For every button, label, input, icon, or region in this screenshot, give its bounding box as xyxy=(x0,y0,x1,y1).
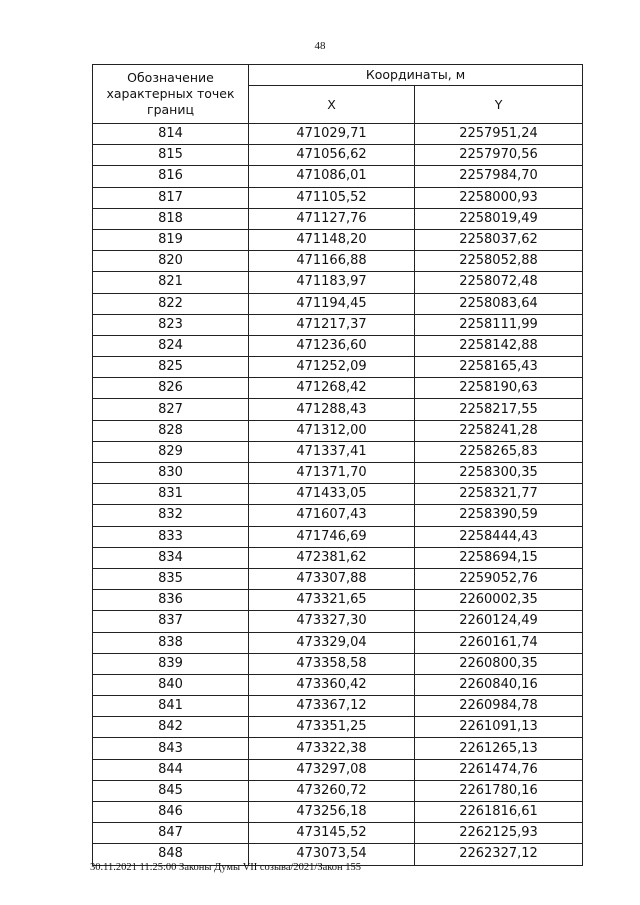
cell-y: 2262125,93 xyxy=(415,823,583,844)
cell-y: 2258300,35 xyxy=(415,463,583,484)
cell-point: 827 xyxy=(93,399,249,420)
cell-point: 830 xyxy=(93,463,249,484)
cell-point: 837 xyxy=(93,611,249,632)
table-row xyxy=(93,759,583,780)
table-row xyxy=(93,251,583,272)
cell-x: 471183,97 xyxy=(249,272,415,293)
header-x: X xyxy=(249,86,415,124)
cell-point: 846 xyxy=(93,802,249,823)
cell-point: 825 xyxy=(93,357,249,378)
table-row xyxy=(93,632,583,653)
table-row xyxy=(93,696,583,717)
cell-y: 2258111,99 xyxy=(415,314,583,335)
cell-x: 473322,38 xyxy=(249,738,415,759)
cell-point: 847 xyxy=(93,823,249,844)
cell-y: 2258444,43 xyxy=(415,526,583,547)
cell-point: 828 xyxy=(93,420,249,441)
cell-x: 471268,42 xyxy=(249,378,415,399)
cell-point: 819 xyxy=(93,229,249,250)
table-row xyxy=(93,568,583,589)
header-y: Y xyxy=(415,86,583,124)
table-row xyxy=(93,653,583,674)
table-row xyxy=(93,229,583,250)
cell-x: 471236,60 xyxy=(249,335,415,356)
cell-x: 471371,70 xyxy=(249,463,415,484)
cell-x: 473297,08 xyxy=(249,759,415,780)
cell-y: 2258321,77 xyxy=(415,484,583,505)
cell-y: 2258072,48 xyxy=(415,272,583,293)
cell-x: 473256,18 xyxy=(249,802,415,823)
cell-point: 832 xyxy=(93,505,249,526)
table-body xyxy=(93,124,583,866)
cell-x: 471337,41 xyxy=(249,441,415,462)
cell-y: 2258000,93 xyxy=(415,187,583,208)
cell-y: 2258165,43 xyxy=(415,357,583,378)
cell-y: 2258190,63 xyxy=(415,378,583,399)
cell-point: 829 xyxy=(93,441,249,462)
cell-y: 2261474,76 xyxy=(415,759,583,780)
cell-y: 2257951,24 xyxy=(415,124,583,145)
cell-y: 2258019,49 xyxy=(415,208,583,229)
cell-x: 471086,01 xyxy=(249,166,415,187)
cell-point: 821 xyxy=(93,272,249,293)
cell-x: 473367,12 xyxy=(249,696,415,717)
table-row xyxy=(93,547,583,568)
cell-x: 471127,76 xyxy=(249,208,415,229)
cell-point: 814 xyxy=(93,124,249,145)
table-row xyxy=(93,802,583,823)
cell-y: 2258052,88 xyxy=(415,251,583,272)
page-number: 48 xyxy=(314,40,326,52)
table-row xyxy=(93,738,583,759)
cell-point: 817 xyxy=(93,187,249,208)
cell-y: 2258037,62 xyxy=(415,229,583,250)
cell-point: 816 xyxy=(93,166,249,187)
table-row xyxy=(93,208,583,229)
cell-x: 471166,88 xyxy=(249,251,415,272)
cell-x: 471288,43 xyxy=(249,399,415,420)
cell-point: 815 xyxy=(93,145,249,166)
cell-point: 839 xyxy=(93,653,249,674)
table-row xyxy=(93,145,583,166)
table-row xyxy=(93,674,583,695)
cell-x: 473351,25 xyxy=(249,717,415,738)
cell-point: 831 xyxy=(93,484,249,505)
cell-x: 473145,52 xyxy=(249,823,415,844)
coordinates-table xyxy=(92,64,583,866)
table-row xyxy=(93,187,583,208)
cell-x: 473358,58 xyxy=(249,653,415,674)
cell-x: 473329,04 xyxy=(249,632,415,653)
cell-y: 2261091,13 xyxy=(415,717,583,738)
cell-point: 844 xyxy=(93,759,249,780)
cell-y: 2258083,64 xyxy=(415,293,583,314)
cell-x: 473321,65 xyxy=(249,590,415,611)
cell-point: 836 xyxy=(93,590,249,611)
cell-y: 2260161,74 xyxy=(415,632,583,653)
header-designation: Обозначение характерных точек границ xyxy=(93,65,249,124)
table-row xyxy=(93,335,583,356)
cell-point: 845 xyxy=(93,780,249,801)
cell-x: 471433,05 xyxy=(249,484,415,505)
cell-x: 471312,00 xyxy=(249,420,415,441)
cell-y: 2258241,28 xyxy=(415,420,583,441)
cell-x: 471607,43 xyxy=(249,505,415,526)
cell-x: 473327,30 xyxy=(249,611,415,632)
cell-point: 840 xyxy=(93,674,249,695)
cell-y: 2261816,61 xyxy=(415,802,583,823)
cell-x: 471194,45 xyxy=(249,293,415,314)
cell-x: 471029,71 xyxy=(249,124,415,145)
table-row xyxy=(93,272,583,293)
table-row xyxy=(93,166,583,187)
table-row xyxy=(93,484,583,505)
cell-x: 472381,62 xyxy=(249,547,415,568)
table-row xyxy=(93,780,583,801)
table-row xyxy=(93,463,583,484)
cell-x: 471056,62 xyxy=(249,145,415,166)
header-coordinates: Координаты, м xyxy=(249,65,583,86)
cell-y: 2258217,55 xyxy=(415,399,583,420)
table-row xyxy=(93,823,583,844)
table-row xyxy=(93,590,583,611)
cell-point: 834 xyxy=(93,547,249,568)
cell-y: 2257970,56 xyxy=(415,145,583,166)
cell-point: 826 xyxy=(93,378,249,399)
cell-x: 473360,42 xyxy=(249,674,415,695)
cell-x: 473073,54 xyxy=(249,844,415,865)
table-row xyxy=(93,526,583,547)
cell-point: 822 xyxy=(93,293,249,314)
cell-x: 473260,72 xyxy=(249,780,415,801)
cell-y: 2261265,13 xyxy=(415,738,583,759)
cell-point: 833 xyxy=(93,526,249,547)
cell-x: 471252,09 xyxy=(249,357,415,378)
cell-y: 2260124,49 xyxy=(415,611,583,632)
table-row xyxy=(93,505,583,526)
cell-point: 848 xyxy=(93,844,249,865)
table-row xyxy=(93,717,583,738)
cell-point: 818 xyxy=(93,208,249,229)
table-row xyxy=(93,314,583,335)
cell-point: 843 xyxy=(93,738,249,759)
cell-y: 2260002,35 xyxy=(415,590,583,611)
page-footer: 30.11.2021 11:25:00 Законы Думы VII созыва/2021/Закон 155 xyxy=(90,862,362,873)
cell-point: 841 xyxy=(93,696,249,717)
cell-point: 823 xyxy=(93,314,249,335)
cell-y: 2260984,78 xyxy=(415,696,583,717)
cell-y: 2262327,12 xyxy=(415,844,583,865)
cell-y: 2259052,76 xyxy=(415,568,583,589)
cell-y: 2257984,70 xyxy=(415,166,583,187)
table-row xyxy=(93,293,583,314)
cell-x: 473307,88 xyxy=(249,568,415,589)
table-row xyxy=(93,611,583,632)
table-row xyxy=(93,378,583,399)
cell-y: 2258142,88 xyxy=(415,335,583,356)
cell-y: 2258694,15 xyxy=(415,547,583,568)
cell-y: 2261780,16 xyxy=(415,780,583,801)
cell-y: 2260840,16 xyxy=(415,674,583,695)
cell-point: 820 xyxy=(93,251,249,272)
cell-x: 471105,52 xyxy=(249,187,415,208)
cell-point: 842 xyxy=(93,717,249,738)
cell-y: 2260800,35 xyxy=(415,653,583,674)
cell-point: 824 xyxy=(93,335,249,356)
cell-point: 838 xyxy=(93,632,249,653)
cell-y: 2258265,83 xyxy=(415,441,583,462)
table-row xyxy=(93,357,583,378)
cell-x: 471746,69 xyxy=(249,526,415,547)
table-row xyxy=(93,420,583,441)
table-row xyxy=(93,399,583,420)
cell-x: 471217,37 xyxy=(249,314,415,335)
cell-y: 2258390,59 xyxy=(415,505,583,526)
cell-x: 471148,20 xyxy=(249,229,415,250)
table-row xyxy=(93,124,583,145)
table-row xyxy=(93,441,583,462)
cell-point: 835 xyxy=(93,568,249,589)
